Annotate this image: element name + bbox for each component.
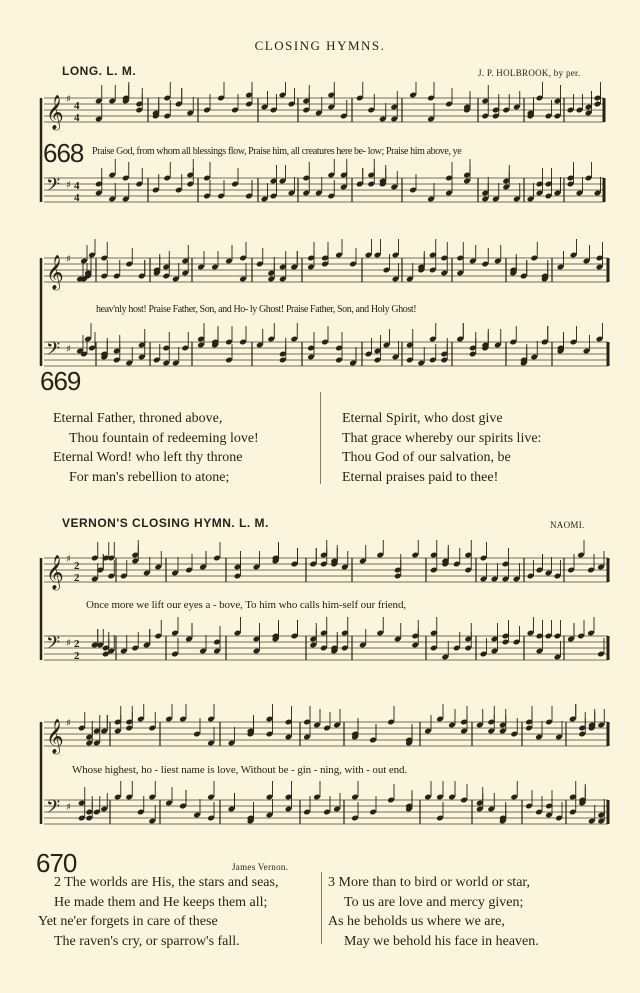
sharp-icon: ♯ (66, 554, 71, 565)
tune-name-long: LONG. L. M. (62, 64, 137, 78)
verse-line: 3 More than to bird or world or star, (328, 875, 531, 890)
sharp-icon: ♯ (66, 94, 71, 105)
sharp-icon: ♯ (66, 802, 71, 813)
verse-line: Eternal praises paid to thee! (342, 469, 499, 485)
verse-line: To us are love and mercy given; (344, 894, 524, 910)
verse-line: As he beholds us where we are, (328, 914, 505, 929)
time-signature-top: 2 (74, 560, 80, 572)
column-divider (321, 872, 322, 944)
sharp-icon: ♯ (66, 638, 71, 649)
vernon-system-1 (0, 540, 640, 690)
vernon-system-2 (0, 704, 640, 854)
time-signature-top: 2 (74, 638, 80, 650)
treble-clef-icon: 𝄞 (46, 255, 64, 290)
composer-credit: J. P. HOLBROOK, by per. (478, 68, 581, 78)
time-signature-bottom: 4 (74, 192, 80, 204)
verse-line: That grace whereby our spirits live: (342, 430, 542, 446)
sharp-icon: ♯ (66, 180, 71, 191)
time-signature-bottom: 2 (74, 572, 80, 584)
verse-line: Eternal Father, throned above, (53, 411, 223, 426)
time-signature-bottom: 2 (74, 650, 80, 662)
verse-line: For man's rebellion to atone; (69, 469, 230, 485)
hymn-number-670: 670 (36, 848, 77, 878)
vernon-lyric-line-2: Whose highest, ho - liest name is love, Without be - gin - ning, with - out end. (72, 764, 408, 776)
hymn-number-668: 668 (43, 138, 84, 168)
verse-line: Eternal Spirit, who dost give (342, 411, 503, 426)
time-signature-bottom: 4 (74, 112, 80, 124)
verse-line: 2 The worlds are His, the stars and seas, (54, 875, 279, 890)
bass-clef-icon: 𝄢 (46, 339, 61, 364)
column-divider (320, 392, 321, 484)
treble-clef-icon: 𝄞 (46, 95, 64, 130)
verse-line: Thou God of our salvation, be (342, 450, 511, 465)
bass-clef-icon: 𝄢 (46, 797, 61, 822)
hymn-number-669: 669 (40, 366, 81, 396)
sharp-icon: ♯ (66, 718, 71, 729)
hymn-669-left-verse (53, 409, 259, 487)
treble-clef-icon: 𝄞 (46, 555, 64, 590)
hymn-670-right-verse (328, 873, 539, 951)
vernon-lyric-line-1: Once more we lift our eyes a - bove, To him who calls him-self our friend, (86, 599, 407, 611)
verse-line: Eternal Word! who left thy throne (53, 450, 243, 465)
verse-line: Yet ne'er forgets in care of these (38, 914, 218, 929)
bass-clef-icon: 𝄢 (46, 633, 61, 658)
verse-line: May we behold his face in heaven. (344, 933, 539, 949)
treble-clef-icon: 𝄞 (46, 719, 64, 754)
verse-line: He made them and He keeps them all; (54, 894, 268, 910)
tune-credit-naomi: NAOMI. (550, 520, 585, 530)
hymn-668-lyric-line-1: Praise God, from whom all blessings flow, Praise him, all creatures here be- low; Praise him above, ye (92, 146, 462, 157)
hymn-670-author: James Vernon. (232, 862, 289, 872)
time-signature-top: 4 (74, 100, 80, 112)
sharp-icon: ♯ (66, 344, 71, 355)
verse-line: Thou fountain of redeeming love! (69, 430, 259, 446)
sharp-icon: ♯ (66, 254, 71, 265)
hymn-669-right-verse (342, 409, 541, 487)
verse-line: The raven's cry, or sparrow's fall. (54, 933, 240, 949)
hymn-670-left-verse (38, 873, 278, 951)
bass-clef-icon: 𝄢 (46, 175, 61, 200)
page-header: CLOSING HYMNS. (254, 38, 386, 53)
time-signature-top: 4 (74, 180, 80, 192)
hymn-668-lyric-line-2: heav'nly host! Praise Father, Son, and Ho- ly Ghost! Praise Father, Son, and Holy Ghost! (96, 304, 417, 315)
tune-name-vernon: VERNON'S CLOSING HYMN. L. M. (62, 516, 269, 530)
